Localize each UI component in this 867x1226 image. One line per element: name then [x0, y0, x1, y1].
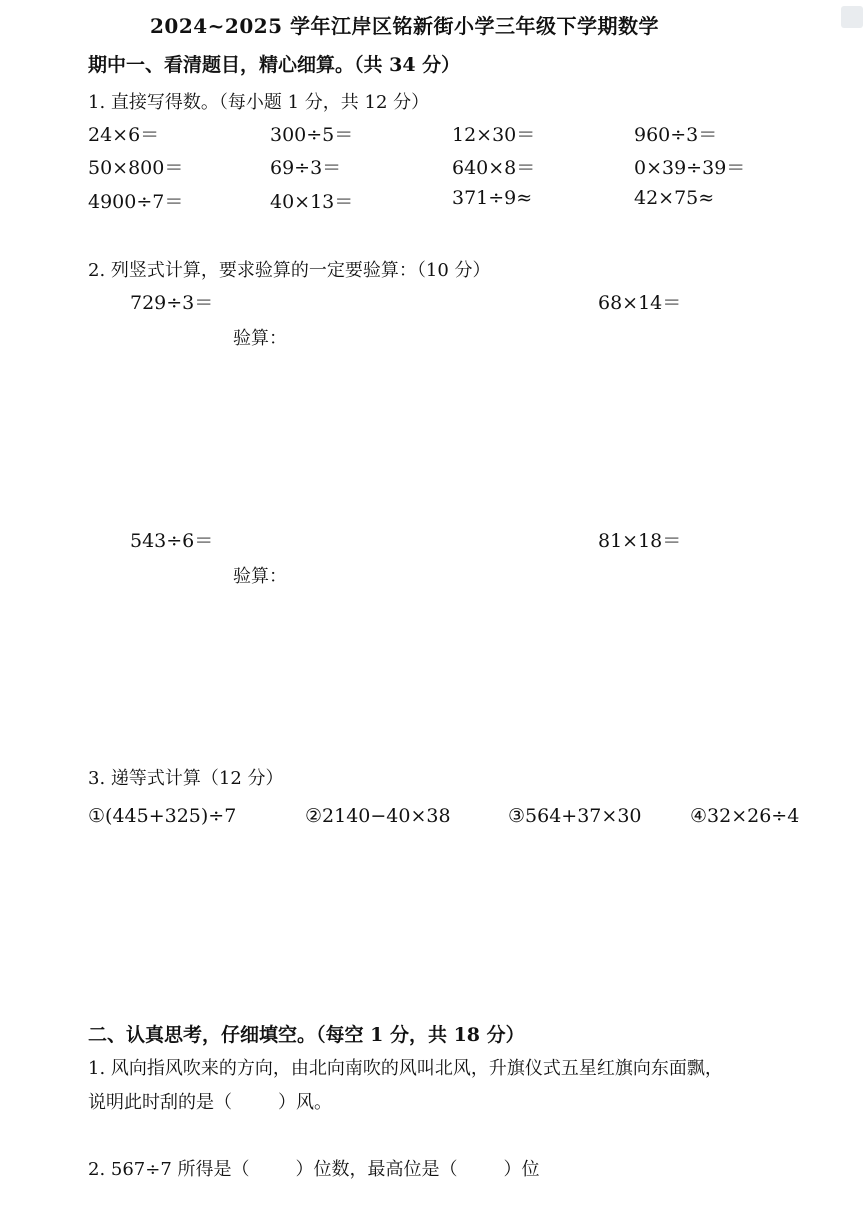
check-label: 验算：: [233, 328, 287, 349]
mental-math-item: 960÷3＝: [634, 124, 718, 146]
section-one-heading: 期中一、看清题目，精心细算。（共 34 分）: [88, 54, 461, 76]
mental-math-item: 40×13＝: [270, 191, 354, 213]
step-calc-problem: ①(445+325)÷7: [88, 805, 237, 827]
mental-math-item: 300÷5＝: [270, 124, 354, 146]
step-calc-problem: ②2140−40×38: [305, 805, 451, 827]
fill-question-1-line-1: 1. 风向指风吹来的方向，由北向南吹的风叫北风，升旗仪式五星红旗向东面飘，: [88, 1058, 723, 1079]
mental-math-item: 0×39÷39＝: [634, 157, 746, 179]
mental-math-item: 640×8＝: [452, 157, 536, 179]
fill-question-2: 2. 567÷7 所得是（ ）位数，最高位是（ ）位: [88, 1159, 540, 1180]
check-label: 验算：: [233, 566, 287, 587]
vertical-calc-problem: 543÷6＝: [130, 530, 214, 552]
question-1-label: 1. 直接写得数。（每小题 1 分，共 12 分）: [88, 92, 430, 113]
corner-scan-mark: [841, 6, 863, 28]
question-3-label: 3. 递等式计算（12 分）: [88, 768, 284, 789]
step-calc-problem: ④32×26÷4: [690, 805, 800, 827]
mental-math-item: 69÷3＝: [270, 157, 342, 179]
vertical-calc-problem: 68×14＝: [598, 292, 682, 314]
mental-math-item: 42×75≈: [634, 187, 715, 209]
mental-math-item: 12×30＝: [452, 124, 536, 146]
question-2-label: 2. 列竖式计算，要求验算的一定要验算：（10 分）: [88, 260, 491, 281]
step-calc-problem: ③564+37×30: [508, 805, 642, 827]
vertical-calc-problem: 729÷3＝: [130, 292, 214, 314]
page-title: 2024~2025 学年江岸区铭新街小学三年级下学期数学: [150, 14, 660, 38]
mental-math-item: 371÷9≈: [452, 187, 533, 209]
section-two-heading: 二、认真思考，仔细填空。（每空 1 分，共 18 分）: [88, 1024, 525, 1046]
mental-math-item: 24×6＝: [88, 124, 160, 146]
mental-math-item: 50×800＝: [88, 157, 184, 179]
fill-question-1-line-2: 说明此时刮的是（ ）风。: [88, 1092, 332, 1113]
vertical-calc-problem: 81×18＝: [598, 530, 682, 552]
mental-math-item: 4900÷7＝: [88, 191, 184, 213]
